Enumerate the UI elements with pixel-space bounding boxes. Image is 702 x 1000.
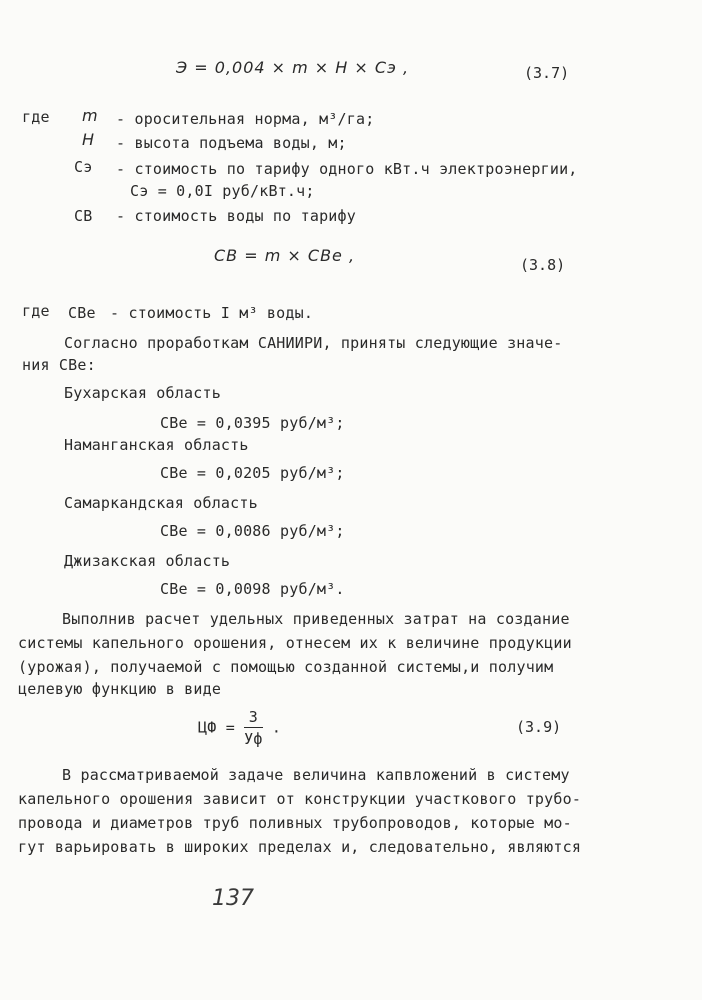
paragraph-3-line-4: гут варьировать в широких пределах и, следовательно, являются [18, 838, 582, 856]
equation-number-3-9: (3.9) [516, 718, 562, 736]
symbol-h: H [82, 130, 95, 149]
paragraph-3-line-3: провода и диаметров труб поливных трубопроводов, которые мо- [18, 814, 572, 832]
paragraph-2-line-3: (урожая), получаемой с помощью созданной системы,и получим [18, 658, 554, 676]
paragraph-2-line-4: целевую функцию в виде [18, 680, 222, 698]
where-label-2: где [22, 302, 50, 320]
paragraph-1-line-2: ния СВe: [22, 356, 96, 374]
definition-ce: - стоимость по тарифу одного кВт.ч электроэнергии, [116, 160, 578, 178]
region-name: Джизакская область [64, 552, 231, 570]
paragraph-2-line-2: системы капельного орошения, отнесем их к величине продукции [18, 634, 572, 652]
where-label: где [22, 108, 50, 126]
equation-3-7: Э = 0,004 × m × H × Cэ , [176, 58, 410, 77]
equation-number-3-8: (3.8) [520, 256, 566, 274]
paragraph-3-line-1: В рассматриваемой задаче величина капвложений в систему [62, 766, 570, 784]
symbol-cv: СВ [74, 207, 93, 225]
definition-m: - оросительная норма, м³/га; [116, 110, 375, 128]
equation-3-9-tail: . [271, 718, 282, 737]
symbol-ce: Сэ [74, 158, 93, 176]
region-value: СВе = 0,0086 руб/м³; [160, 522, 345, 540]
equation-number-3-7: (3.7) [524, 64, 570, 82]
definition-cv: - стоимость воды по тарифу [116, 207, 356, 225]
paragraph-1-line-1: Согласно проработкам САНИИРИ, приняты следующие значе- [64, 334, 563, 352]
symbol-m: m [82, 106, 98, 125]
region-value: СВе = 0,0205 руб/м³; [160, 464, 345, 482]
region-name: Бухарская область [64, 384, 221, 402]
fraction-denominator: Уф [244, 730, 263, 748]
paragraph-3-line-2: капельного орошения зависит от конструкции участкового трубо- [18, 790, 582, 808]
paragraph-2-line-1: Выполнив расчет удельных приведенных затрат на создание [62, 610, 570, 628]
equation-3-9-lhs: ЦФ = [198, 718, 235, 737]
region-name: Наманганская область [64, 436, 249, 454]
region-value: СВе = 0,0098 руб/м³. [160, 580, 345, 598]
page-number: 137 [212, 886, 254, 911]
equation-3-8: СВ = m × СВe , [214, 246, 356, 265]
fraction-numerator: З [244, 708, 262, 728]
definition-h: - высота подъема воды, м; [116, 134, 347, 152]
equation-3-9-fraction [244, 708, 262, 748]
definition-cve: - стоимость I м³ воды. [110, 304, 314, 322]
equation-3-9 [198, 708, 281, 748]
ce-value: Сэ = 0,0I руб/кВт.ч; [130, 182, 315, 200]
region-value: СВе = 0,0395 руб/м³; [160, 414, 345, 432]
symbol-cve: СВe [68, 304, 96, 322]
region-name: Самаркандская область [64, 494, 258, 512]
